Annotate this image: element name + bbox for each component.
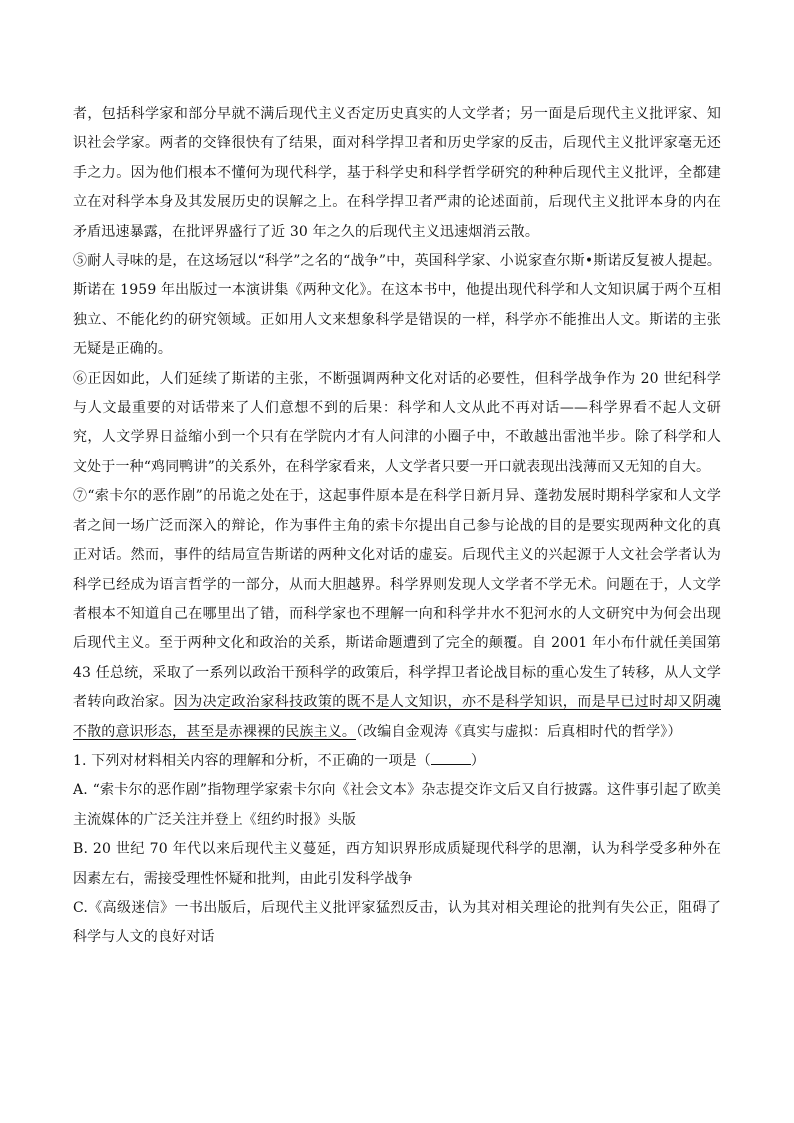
- paragraph-7: [73, 482, 721, 747]
- option-b: B. 20 世纪 70 年代以来后现代主义蔓延，西方知识界形成质疑现代科学的思潮，认为科学受多种外在因素左右，需接受理性怀疑和批判，由此引发科学战争: [73, 841, 721, 887]
- paragraph-continuation: 者，包括科学家和部分早就不满后现代主义否定历史真实的人文学者；另一面是后现代主义批评家、知识社会学家。两者的交锋很快有了结果，面对科学捍卫者和历史学家的反击，后现代主义批评家毫无还手之力。因为他们根本不懂何为现代科学，基于科学史和科学哲学研究的种种后现代主义批评，全都建立在对科学本身及其发展历史的误解之上。在科学捍卫者严肃的论述面前，后现代主义批评本身的内在矛盾迅速暴露，在批评界盛行了近 30 年之久的后现代主义迅速烟消云散。: [73, 106, 721, 240]
- paragraph-6: ⑥正因如此，人们延续了斯诺的主张，不断强调两种文化对话的必要性，但科学战争作为 20 世纪科学与人文最重要的对话带来了人们意想不到的后果：科学和人文从此不再对话——科学界看不起人文研究，人文学界日益缩小到一个只有在学院内才有人问津的小圈子中，不敢越出雷池半步。除了科学和人文处于一种“鸡同鸭讲”的关系外，在科学家看来，人文学者只要一开口就表现出浅薄而又无知的自大。: [73, 370, 721, 475]
- paragraph-7-main-text: ⑦“索卡尔的恶作剧”的吊诡之处在于，这起事件原本是在科学日新月异、蓬勃发展时期科学家和人文学者之间一场广泛而深入的辩论，作为事件主角的索卡尔提出自己参与论战的目的是要实现两种文化的真正对话。然而，事件的结局宣告斯诺的两种文化对话的虚妄。后现代主义的兴起源于人文社会学者认为科学已经成为语言哲学的一部分，从而大胆越界。科学界则发现人文学者不学无术。问题在于，人文学者根本不知道自己在哪里出了错，而科学家也不理解一向和科学井水不犯河水的人文研究中为何会出现后现代主义。至于两种文化和政治的关系，斯诺命题遭到了完全的颠覆。自 2001 年小布什就任美国第 43 任总统，采取了一系列以政治干预科学的政策后，科学捍卫者论战目标的重心发生了转移，从人文学者转向政治家。: [73, 488, 721, 711]
- source-citation: （改编自金观涛《真实与虚拟：后真相时代的哲学》）: [356, 723, 682, 740]
- question-stem-text: 1. 下列对材料相关内容的理解和分析，不正确的一项是（: [73, 752, 431, 769]
- question-stem-close: ）: [470, 752, 486, 769]
- paragraph-5: ⑤耐人寻味的是，在这场冠以“科学”之名的“战争”中，英国科学家、小说家查尔斯•斯诺反复被人提起。斯诺在 1959 年出版过一本演讲集《两种文化》。在这本书中，他提出现代科学和人文知识属于两个互相独立、不能化约的研究领域。正如用人文来想象科学是错误的一样，科学亦不能推出人文。斯诺的主张无疑是正确的。: [73, 253, 721, 358]
- answer-blank[interactable]: [431, 750, 471, 765]
- option-c: C.《高级迷信》一书出版后，后现代主义批评家猛烈反击，认为其对相关理论的批判有失公正，阻碍了科学与人文的良好对话: [73, 899, 721, 946]
- underlined-sentence: 因为决定政治家科技政策的既不是人文知识，亦不是科学知识，而是早已过时却又阴魂不散的意识形态，甚至是赤裸裸的民族主义。: [73, 694, 721, 740]
- option-a: A. “索卡尔的恶作剧”指物理学家索卡尔向《社会文本》杂志提交诈文后又自行披露。这件事引起了欧美主流媒体的广泛关注并登上《纽约时报》头版: [73, 782, 721, 828]
- passage-body: [73, 100, 721, 953]
- question-1-stem: [73, 747, 721, 776]
